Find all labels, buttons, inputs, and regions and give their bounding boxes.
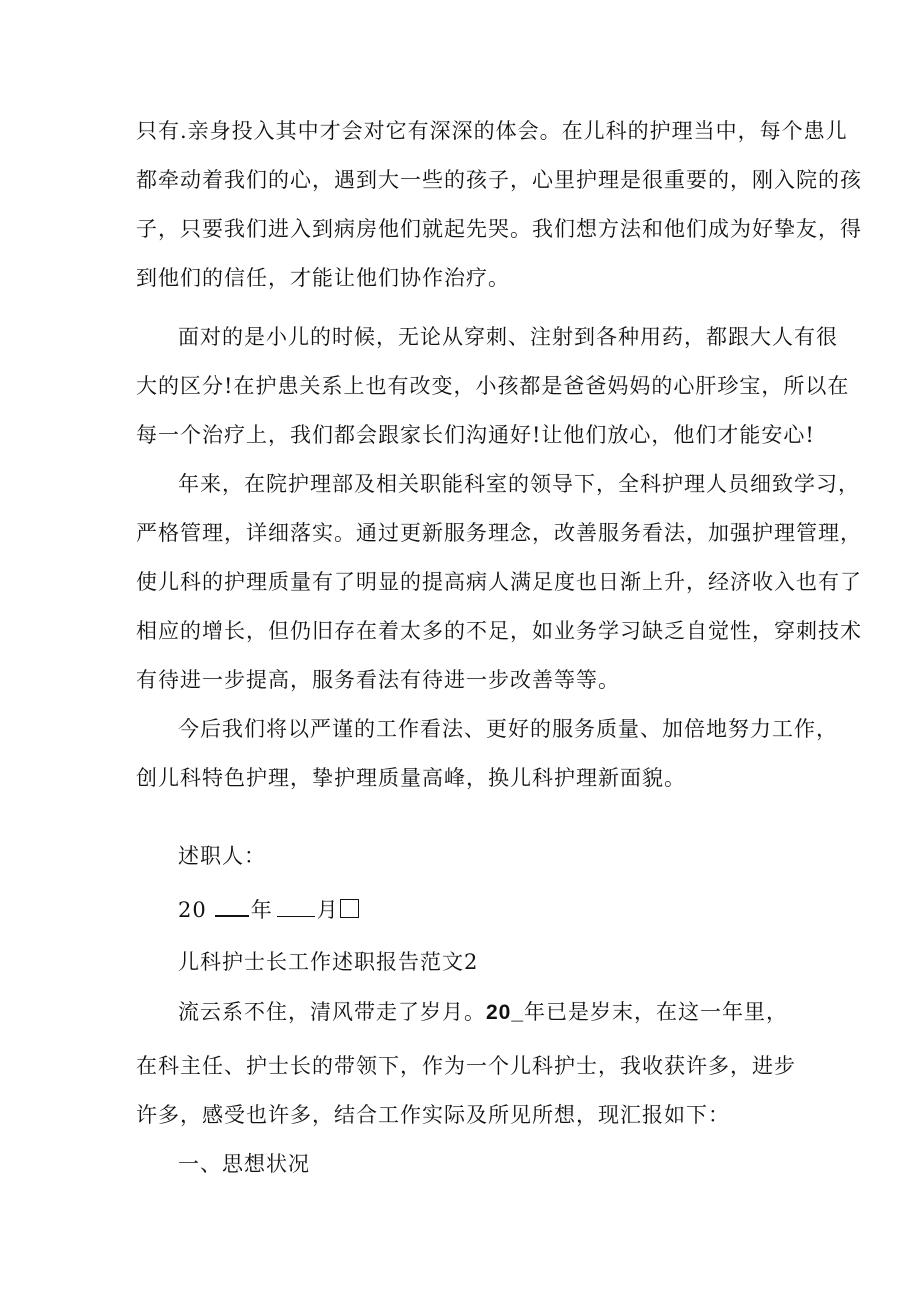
paragraph-1-line-3: 子，只要我们进入到病房他们就起先哭。我们想方法和他们成为好挚友，得	[136, 217, 862, 241]
section-title: 儿科护士长工作述职报告范文2	[178, 950, 479, 974]
year-char: 年	[250, 898, 273, 922]
paragraph-5-line-3: 许多，感受也许多，结合工作实际及所见所想，现汇报如下：	[136, 1103, 730, 1127]
paragraph-5-line-1	[178, 998, 788, 1027]
paragraph-5-line-1-part-a: 流云系不住，清风带走了岁月。	[178, 1000, 486, 1024]
signature-date	[178, 896, 359, 924]
paragraph-3-line-5: 有待进一步提高，服务看法有待进一步改善等等。	[136, 668, 620, 692]
paragraph-3-line-4: 相应的增长，但仍旧存在着太多的不足，如业务学习缺乏自觉性，穿刺技术	[136, 619, 862, 643]
paragraph-5-line-2: 在科主任、护士长的带领下，作为一个儿科护士，我收获许多，进步	[136, 1054, 796, 1078]
paragraph-5-year: 20_	[486, 1001, 525, 1024]
day-box-icon	[340, 899, 359, 918]
paragraph-1-line-2: 都牵动着我们的心，遇到大一些的孩子，心里护理是很重要的，刚入院的孩	[136, 168, 862, 192]
paragraph-4-line-2: 创儿科特色护理，挚护理质量高峰，换儿科护理新面貌。	[136, 766, 686, 790]
paragraph-2-line-3: 每一个治疗上，我们都会跟家长们沟通好!让他们放心，他们才能安心!	[136, 423, 815, 447]
month-blank	[277, 898, 315, 917]
paragraph-3-line-3: 使儿科的护理质量有了明显的提高病人满足度也日渐上升，经济收入也有了	[136, 570, 862, 594]
heading-thought-status: 一、思想状况	[178, 1152, 310, 1176]
paragraph-3-line-1: 年来，在院护理部及相关职能科室的领导下，全科护理人员细致学习，	[178, 472, 860, 496]
paragraph-3-line-2: 严格管理，详细落实。通过更新服务理念，改善服务看法，加强护理管理，	[136, 521, 862, 545]
date-year-prefix: 20	[178, 898, 207, 922]
paragraph-5-line-1-part-c: 年已是岁末，在这一年里，	[524, 1000, 789, 1024]
paragraph-2-line-2: 大的区分!在护患关系上也有改变，小孩都是爸爸妈妈的心肝珍宝，所以在	[136, 374, 850, 398]
paragraph-2-line-1: 面对的是小儿的时候，无论从穿刺、注射到各种用药，都跟大人有很	[178, 325, 838, 349]
paragraph-1-line-4: 到他们的信任，才能让他们协作治疗。	[136, 266, 510, 290]
signature-label: 述职人：	[178, 844, 266, 868]
year-blank	[215, 897, 249, 917]
paragraph-4-line-1: 今后我们将以严谨的工作看法、更好的服务质量、加倍地努力工作，	[178, 717, 838, 741]
month-char: 月	[316, 898, 339, 922]
paragraph-1-line-1: 只有.亲身投入其中才会对它有深深的体会。在儿科的护理当中，每个患儿	[136, 119, 848, 143]
